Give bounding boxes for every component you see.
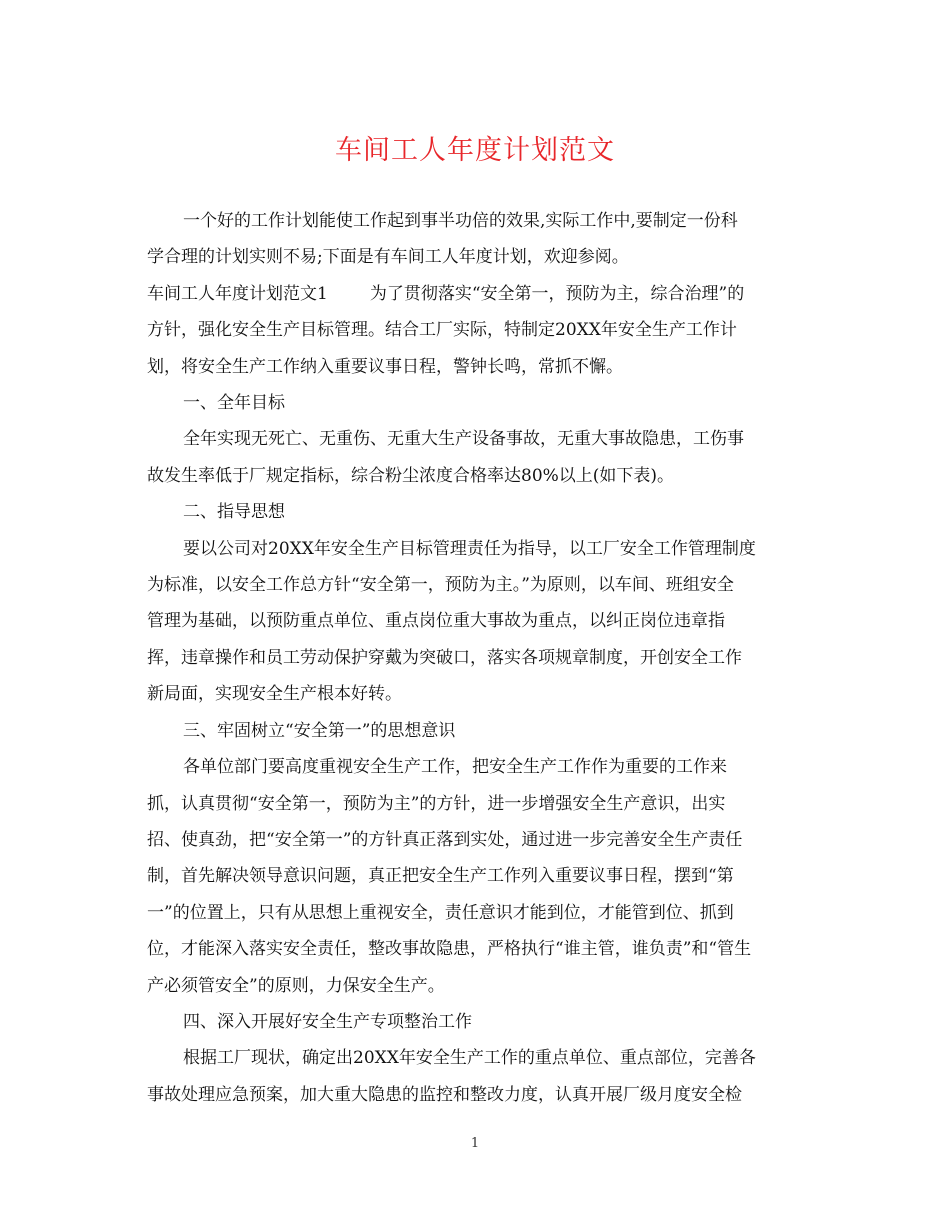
text-line: 为标准，以安全工作总方针“安全第一，预防为主。”为原则，以车间、班组安全 (147, 575, 734, 596)
section-paragraph (147, 1040, 802, 1113)
section-paragraph (147, 749, 802, 1004)
text-line: 学合理的计划实则不易;下面是有车间工人年度计划，欢迎参阅。 (147, 247, 629, 268)
section-heading: 一、全年目标 (183, 393, 285, 414)
text-line (147, 276, 802, 312)
text-line: 一个好的工作计划能使工作起到事半功倍的效果,实际工作中,要制定一份科 (183, 211, 738, 231)
page-number: 1 (470, 1136, 480, 1151)
text-line: 新局面，实现安全生产根本好转。 (147, 684, 402, 705)
text-line: 招、使真劲，把“安全第一”的方针真正落到实处，通过进一步完善安全生产责任 (147, 829, 743, 850)
text-line: 产必须管安全”的原则，力保安全生产。 (147, 975, 445, 996)
text-line: 划，将安全生产工作纳入重要议事日程，警钟长鸣，常抓不懈。 (147, 356, 623, 377)
text-line: 要以公司对20XX年安全生产目标管理责任为指导，以工厂安全工作管理制度 (183, 538, 756, 559)
text-line: 根据工厂现状，确定出20XX年安全生产工作的重点单位、重点部位，完善各 (183, 1048, 756, 1069)
section-paragraph (147, 531, 802, 713)
sample-label: 车间工人年度计划范文1 (147, 283, 328, 304)
text-line: 各单位部门要高度重视安全生产工作，把安全生产工作作为重要的工作来 (183, 757, 727, 778)
sample-paragraph (147, 276, 802, 385)
section-heading: 三、牢固树立“安全第一”的思想意识 (183, 720, 456, 741)
sample-first-line: 为了贯彻落实“安全第一，预防为主，综合治理”的 (369, 283, 745, 304)
text-line: 挥，违章操作和员工劳动保护穿戴为突破口，落实各项规章制度，开创安全工作 (147, 647, 742, 668)
section-paragraph (147, 421, 802, 494)
text-line: 故发生率低于厂规定指标，综合粉尘浓度合格率达80%以上(如下表)。 (147, 465, 675, 486)
section-heading: 四、深入开展好安全生产专项整治工作 (183, 1011, 472, 1032)
text-line: 一”的位置上，只有从思想上重视安全，责任意识才能到位，才能管到位、抓到 (147, 902, 734, 923)
intro-paragraph (147, 203, 802, 276)
section-heading: 二、指导思想 (183, 502, 285, 523)
text-line: 管理为基础，以预防重点单位、重点岗位重大事故为重点，以纠正岗位违章指 (147, 611, 725, 632)
text-line: 位，才能深入落实安全责任，整改事故隐患，严格执行“谁主管，谁负责”和“管生 (147, 939, 752, 960)
text-line: 抓，认真贯彻“安全第一，预防为主”的方针，进一步增强安全生产意识，出实 (147, 793, 726, 814)
document-title: 车间工人年度计划范文 (335, 135, 615, 166)
text-line: 事故处理应急预案，加大重大隐患的监控和整改力度，认真开展厂级月度安全检 (147, 1084, 742, 1105)
text-line: 制，首先解决领导意识问题，真正把安全生产工作列入重要议事日程，摆到“第 (147, 866, 734, 887)
text-line: 全年实现无死亡、无重伤、无重大生产设备事故，无重大事故隐患，工伤事 (183, 429, 744, 450)
text-line: 方针，强化安全生产目标管理。结合工厂实际，特制定20XX年安全生产工作计 (147, 320, 737, 341)
document-body (147, 203, 802, 1113)
